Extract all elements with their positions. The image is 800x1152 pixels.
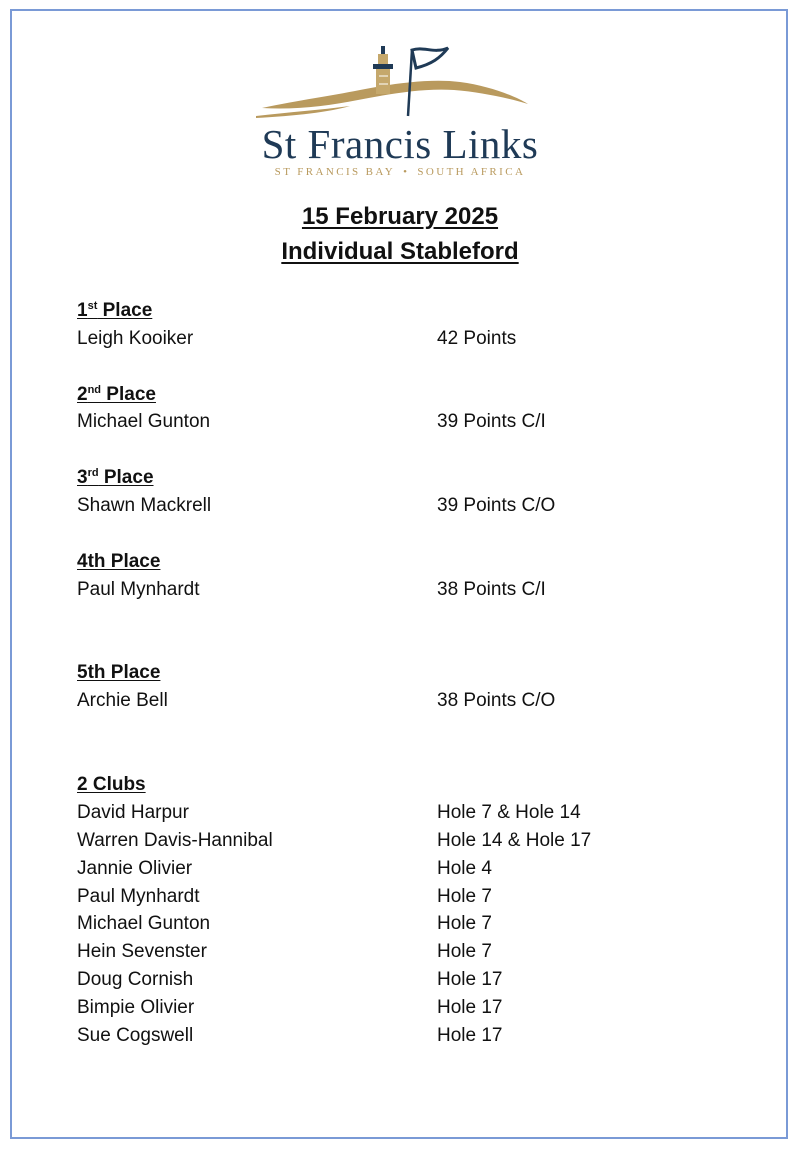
- hole-value: Hole 7: [437, 886, 492, 907]
- player-score: 38 Points C/I: [437, 579, 546, 600]
- club-logo: [240, 38, 560, 183]
- hole-value: Hole 7 & Hole 14: [437, 802, 581, 823]
- hole-value: Hole 7: [437, 913, 492, 934]
- clubs-row: [77, 886, 717, 912]
- player-name: Hein Sevenster: [77, 941, 207, 962]
- event-date: 15 February 2025: [301, 203, 499, 230]
- place-heading-5: 5th Place: [77, 662, 161, 683]
- logo-name: St Francis Links: [261, 121, 539, 167]
- hole-value: Hole 7: [437, 941, 492, 962]
- player-name: Michael Gunton: [77, 411, 211, 432]
- place-heading-1: 1st Place: [77, 300, 153, 321]
- player-name: Leigh Kooiker: [77, 328, 194, 349]
- clubs-row: [77, 941, 717, 967]
- player-score: 38 Points C/O: [437, 690, 556, 711]
- hole-value: Hole 17: [437, 1025, 503, 1046]
- player-name: Warren Davis-Hannibal: [77, 830, 273, 851]
- logo-sub-left: ST FRANCIS BAY: [274, 166, 396, 178]
- player-name: Michael Gunton: [77, 913, 211, 934]
- place-row-5: [77, 690, 717, 716]
- logo-sub-right: SOUTH AFRICA: [417, 166, 526, 178]
- place-heading-2: 2nd Place: [77, 384, 156, 405]
- place-heading-3: 3rd Place: [77, 467, 154, 488]
- clubs-row: [77, 997, 717, 1023]
- place-row-4: [77, 579, 717, 605]
- clubs-row: [77, 858, 717, 884]
- player-name: Bimpie Olivier: [77, 997, 195, 1018]
- hole-value: Hole 14 & Hole 17: [437, 830, 592, 851]
- place-heading-4: 4th Place: [77, 551, 161, 572]
- place-row-3: [77, 495, 717, 521]
- place-row-1: [77, 328, 717, 354]
- player-score: 42 Points: [437, 328, 517, 349]
- player-name: Shawn Mackrell: [77, 495, 212, 516]
- hole-value: Hole 4: [437, 858, 492, 879]
- clubs-row: [77, 1025, 717, 1051]
- player-score: 39 Points C/O: [437, 495, 556, 516]
- logo-subtitle: [240, 166, 560, 178]
- event-title: Individual Stableford: [281, 238, 519, 265]
- clubs-row: [77, 802, 717, 828]
- player-name: Jannie Olivier: [77, 858, 193, 879]
- clubs-row: [77, 913, 717, 939]
- player-name: Sue Cogswell: [77, 1025, 194, 1046]
- logo-separator: •: [403, 166, 410, 178]
- hole-value: Hole 17: [437, 997, 503, 1018]
- player-name: David Harpur: [77, 802, 189, 823]
- player-name: Paul Mynhardt: [77, 579, 200, 600]
- clubs-row: [77, 969, 717, 995]
- clubs-row: [77, 830, 717, 856]
- lighthouse-flag-icon: [240, 38, 560, 128]
- place-row-2: [77, 411, 717, 437]
- clubs-heading: 2 Clubs: [77, 774, 146, 795]
- player-score: 39 Points C/I: [437, 411, 546, 432]
- player-name: Doug Cornish: [77, 969, 194, 990]
- player-name: Paul Mynhardt: [77, 886, 200, 907]
- hole-value: Hole 17: [437, 969, 503, 990]
- player-name: Archie Bell: [77, 690, 168, 711]
